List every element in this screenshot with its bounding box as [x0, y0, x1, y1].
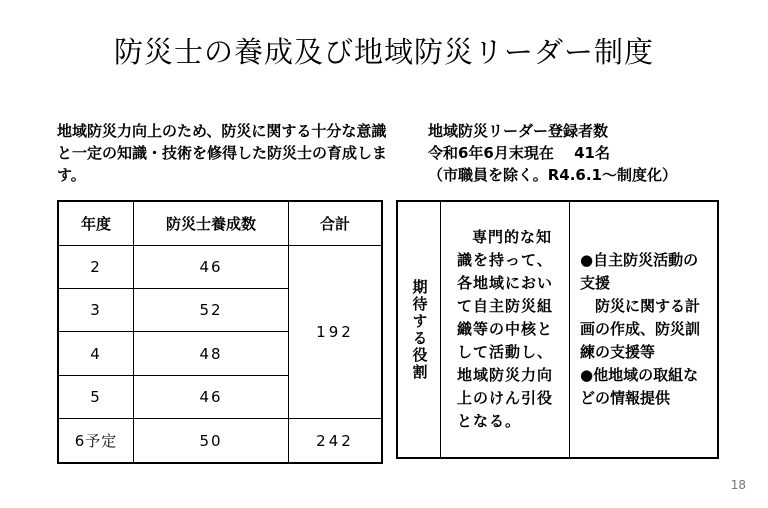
- intro-text: 地域防災力向上のため、防災に関する十分な意識と一定の知識・技術を修得した防災士の育成します。: [57, 122, 388, 184]
- role-description-cell: [441, 202, 570, 457]
- count-cell: 46: [134, 245, 289, 288]
- registration-line-2: 令和6年6月末現在 41名: [428, 144, 610, 162]
- year-cell: 5: [58, 375, 134, 418]
- expected-role-box: [396, 200, 719, 459]
- count-cell: 48: [134, 332, 289, 375]
- role-label: 期待する役割: [410, 278, 429, 381]
- total-cell: 242: [289, 419, 383, 463]
- role-label-cell: [398, 202, 441, 457]
- header-total: 合計: [289, 201, 383, 245]
- count-cell: 50: [134, 419, 289, 463]
- role-duties-cell: [570, 202, 717, 457]
- table-row: [58, 419, 382, 463]
- page-number: 18: [730, 478, 746, 492]
- year-cell: 6予定: [58, 419, 134, 463]
- duty-support: ●自主防災活動の支援: [580, 251, 699, 292]
- subtotal-cell: 192: [289, 245, 383, 419]
- table-header-row: [58, 201, 382, 245]
- header-count: 防災士養成数: [134, 201, 289, 245]
- registration-line-1: 地域防災リーダー登録者数: [428, 122, 609, 140]
- role-description: 専門的な知識を持って、各地域において自主防災組織等の中核として活動し、地域防災力向上のけん引役となる。: [457, 228, 554, 430]
- count-cell: 52: [134, 288, 289, 331]
- year-cell: 2: [58, 245, 134, 288]
- duty-support-detail: 防災に関する計画の作成、防災訓練の支援等: [580, 297, 701, 361]
- registration-line-3: （市職員を除く。R4.6.1～制度化）: [428, 166, 677, 184]
- registration-info: [428, 120, 728, 186]
- table-row: [58, 245, 382, 288]
- training-count-table: [57, 200, 383, 464]
- year-cell: 4: [58, 332, 134, 375]
- duty-info-sharing: ●他地域の取組などの情報提供: [580, 366, 699, 407]
- slide-title: 防災士の養成及び地域防災リーダー制度: [113, 35, 654, 69]
- count-cell: 46: [134, 375, 289, 418]
- year-cell: 3: [58, 288, 134, 331]
- header-year: 年度: [58, 201, 134, 245]
